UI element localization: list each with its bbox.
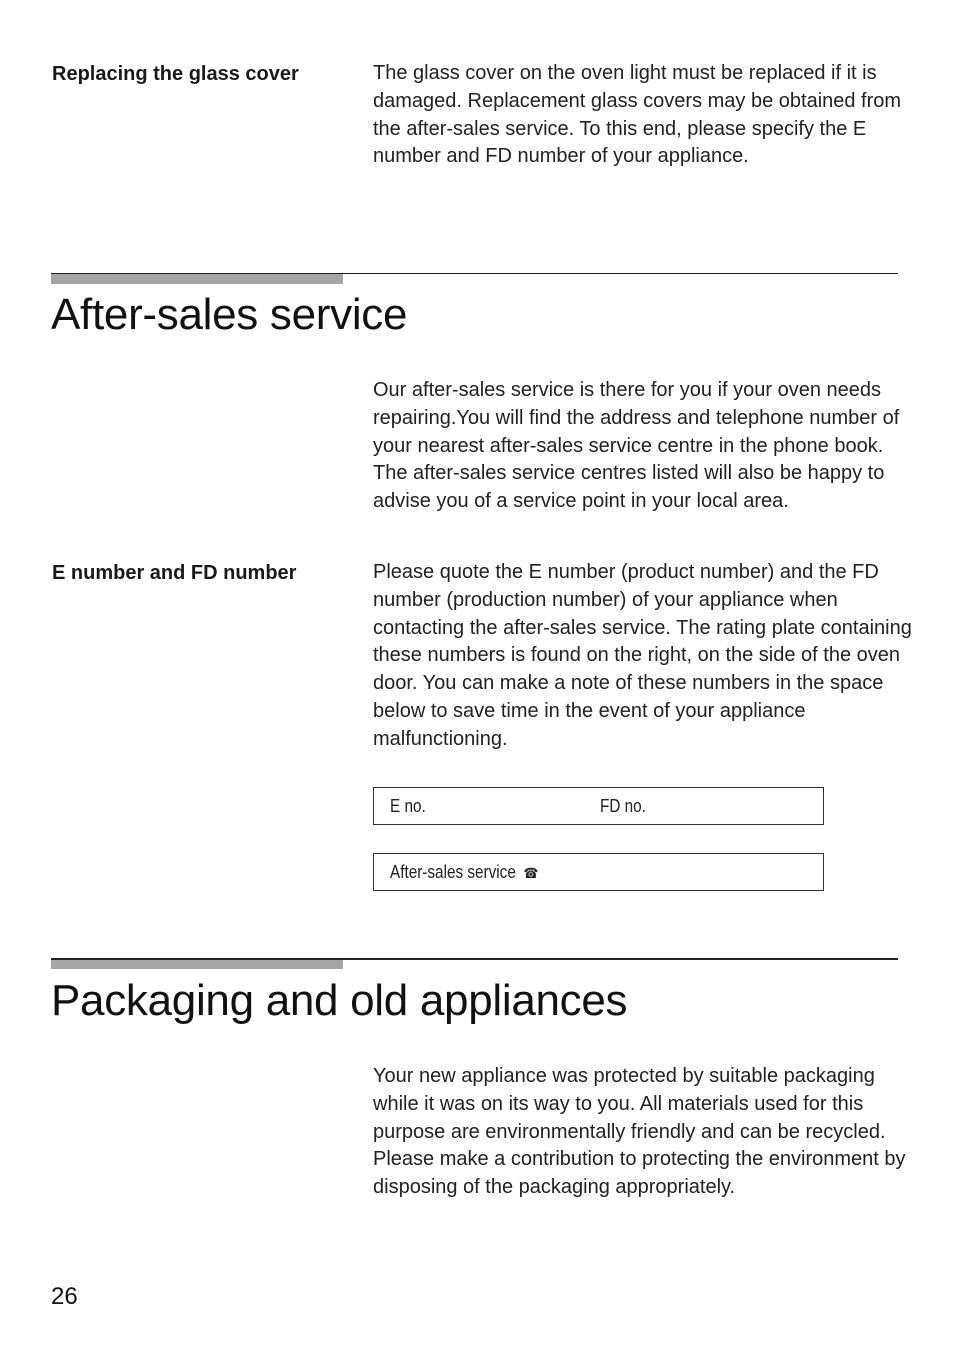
after-sales-divider-accent: [51, 273, 343, 284]
packaging-divider: [51, 958, 898, 969]
packaging-text: Your new appliance was protected by suitable packaging while it was on its way to you. All materials used for this purpose are environmentally friendly and can be recycled. Please make a contribution to protecting the environment by disposing of the packaging appropriately.: [373, 1065, 906, 1199]
after-sales-intro: Our after-sales service is there for you if your oven needs repairing.You will find the address and telephone number of your nearest after-sales service centre in the phone book. The after-sales service centres listed will also be happy to advise you of a service point in your local area.: [373, 379, 900, 513]
numbers-text: Please quote the E number (product number) and the FD number (production number) of your appliance when contacting the after-sales service. The rating plate containing these numbers is found on the right, on the side of the oven door. You can make a note of these numbers in the space below to save time in the event of your appliance malfunctioning.: [373, 561, 912, 750]
numbers-heading: E number and FD number: [52, 562, 297, 584]
packaging-title: Packaging and old appliances: [51, 976, 628, 1025]
after-sales-divider: [51, 273, 898, 284]
e-no-label: E no.: [390, 796, 426, 816]
glass-cover-text: The glass cover on the oven light must be replaced if it is damaged. Replacement glass covers may be obtained from the after-sales service. To this end, please specify the E number and FD number of your appliance.: [373, 62, 902, 168]
page-number: 26: [51, 1283, 78, 1310]
telephone-icon: ☎: [523, 865, 539, 881]
after-sales-service-box: [373, 853, 824, 891]
packaging-divider-line: [51, 958, 898, 960]
after-sales-divider-line: [51, 273, 898, 274]
glass-cover-heading: Replacing the glass cover: [52, 63, 299, 85]
after-sales-title: After-sales service: [51, 290, 408, 339]
fd-no-label: FD no.: [600, 796, 646, 816]
e-fd-number-box: [373, 787, 824, 825]
service-label-wrap: [390, 861, 538, 884]
service-label: After-sales service: [390, 862, 516, 882]
